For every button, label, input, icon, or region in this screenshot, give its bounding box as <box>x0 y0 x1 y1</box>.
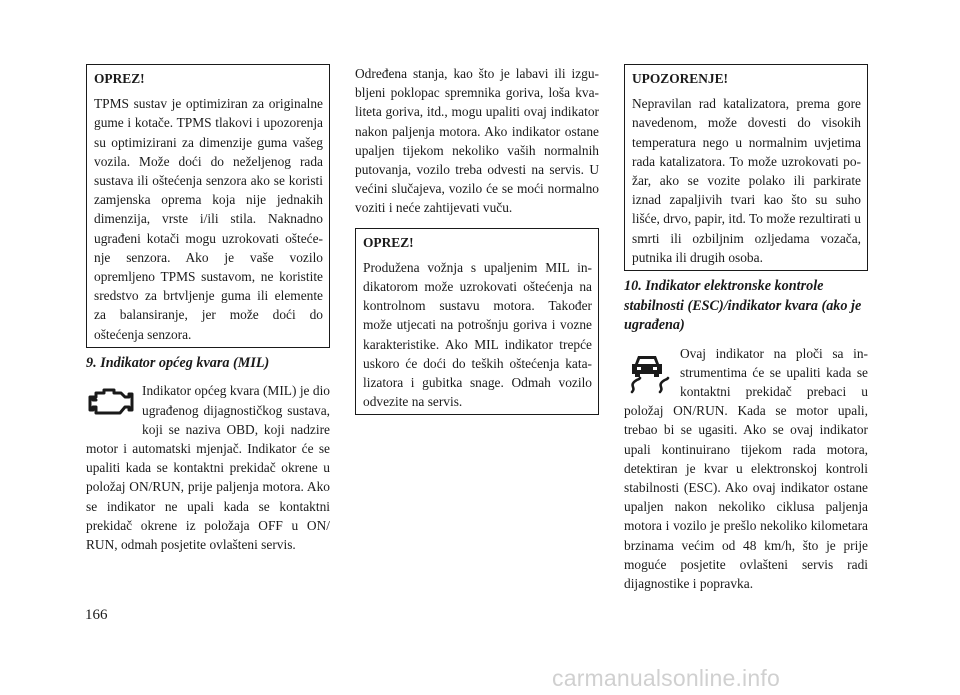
mil-description: Indikator općeg kvara (MIL) je dio ugrađenog dijagnostičkog sustava, koji se naziva OBD, koji nadzire motor i automatski mjenjač. Indikator će se upaliti kada se kontaktni prekidač okrene u položaj ON/RUN, prije paljenja motora. Ako se indikator ne upali kada se kontaktni prekidač okrene iz položaja OFF u ON/ RUN, odmah posjetite ovlašteni servis. <box>86 383 330 552</box>
esc-skid-car-icon <box>622 350 680 394</box>
mil-paragraph-block <box>86 381 330 554</box>
warning-title: UPOZORENJE! <box>632 71 728 86</box>
warning-text: Nepravilan rad katalizatora, prema gore navedenom, može dovesti do visokih temperatura nego u normalnim uvjetima rada katalizatora. To može uzrokovati požar, ako se vozite polako ili parkirate iznad zapaljivih tvari kao što su suho lišće, drvo, papir, itd. To može rezultirati u smrti ili ozbiljnim ozljedama vozača, putnika ili drugih osoba. <box>632 96 861 265</box>
esc-description: Ovaj indikator na ploči sa instrumentima će se upaliti kada se kontaktni prekidač prebaci u položaj ON/RUN. Kada se motor upali, trebao bi se ugasiti. Ako se ovaj indikator upali kontinuirano tijekom rada motora, detektiran je kvar u elektronskoj kontroli stabilnosti (ESC). Ako ovaj indikator ostane upaljen nakon nekoliko ciklusa paljenja motora i vozilo je prešlo nekoliko kilometara brzinama većim od 48 km/h, što je prije moguće posjetite ovlašteni servis radi dijagnostike i popravka. <box>624 345 868 591</box>
caution-text: TPMS sustav je optimiziran za originalne gume i kotače. TPMS tlakovi i upozorenja su optimizirani za dimenzije guma vašeg vozila. Može doći do neželjenog rada sustava ili oštećenja senzora ako se koristi zamjenska oprema koja nije jednakih dimenzija, vrste i/ili stila. Naknadno ugrađeni kotači mogu uzrokovati oštećenje senzora. Ako je vaše vozilo opremljeno TPMS sustavom, ne koristite sredstvo za brtvljenje guma ili elemente za balansiranje, jer može doći do oštećenja senzora. <box>94 96 323 342</box>
section-heading-esc: 10. Indikator elektronske kontrole stabilnosti (ESC)/indikator kvara (ako je ugrađena) <box>624 278 862 334</box>
section-heading-mil: 9. Indikator općeg kvara (MIL) <box>86 354 270 371</box>
esc-paragraph-block <box>624 344 868 594</box>
caution-title: OPREZ! <box>363 234 414 250</box>
engine-check-icon <box>84 387 142 431</box>
caution-title: OPREZ! <box>94 71 145 86</box>
caution-box-mil <box>355 228 599 416</box>
column-right <box>624 64 868 593</box>
page-number: 166 <box>85 607 108 623</box>
caution-text: Produžena vožnja s upaljenim MIL indikatorom može uzrokovati oštećenja na kontrolnom sustavu motora. Također može utjecati na potrošnju goriva i vozne karakteristike. Ako MIL indikator trepće uskoro će doći do teških oštećenja katalizatora i gubitka snage. Odmah vozilo odvezite na servis. <box>363 259 592 410</box>
caution-box-tpms <box>86 64 330 348</box>
warning-box-catalyst <box>624 64 868 271</box>
column-left <box>86 64 330 554</box>
watermark: carmanualsonline.info <box>552 665 780 691</box>
mil-conditions-text: Određena stanja, kao što je labavi ili izgubljeni poklopac spremnika goriva, loša kvaliteta goriva, itd., mogu upaliti ovaj indikator nakon paljenja motora. Ako indikator ostane upaljen tijekom nekoliko vaših normalnih putovanja, vozilo treba odvesti na servis. U većini slučajeva, vozilo će se moći normalno voziti i neće zahtijevati vuču. <box>355 66 599 216</box>
column-middle <box>355 64 599 415</box>
